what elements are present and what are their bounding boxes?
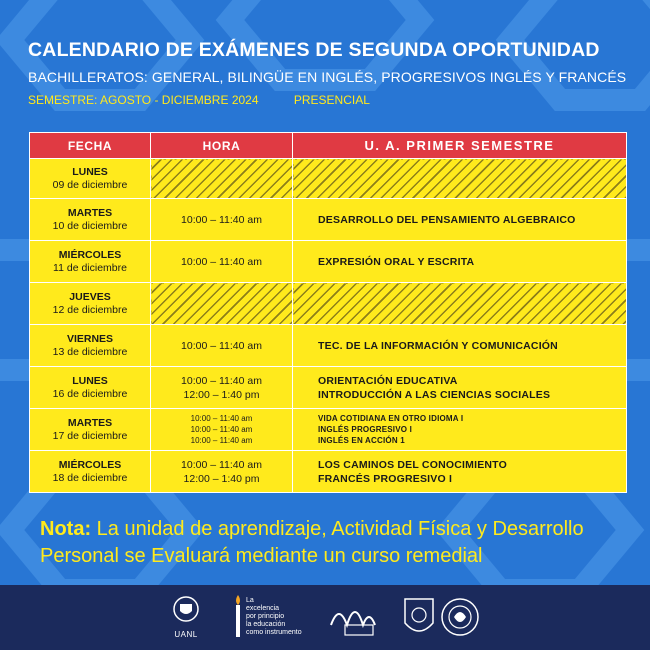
excellence-logo-text: La excelencia por principio la educación como instrumento	[246, 597, 302, 636]
day-date: 13 de diciembre	[52, 345, 128, 358]
seal-shield-icon	[403, 595, 435, 639]
round-seal-icon	[440, 595, 480, 639]
hour-slot: 12:00 – 1:40 pm	[183, 388, 260, 401]
hour-slot: 10:00 – 11:40 am	[181, 255, 262, 268]
hour-slot: 10:00 – 11:40 am	[181, 339, 262, 352]
uanl-2030-logo	[327, 595, 377, 644]
header-ua: U. A. PRIMER SEMESTRE	[293, 133, 627, 159]
hours-cell	[151, 409, 293, 451]
table-header-row	[30, 133, 627, 159]
table-row	[30, 409, 627, 451]
subject-name: FRANCÉS PROGRESIVO I	[318, 472, 453, 485]
exam-calendar-table	[29, 132, 627, 493]
day-date: 09 de diciembre	[52, 178, 128, 191]
subject-name: EXPRESIÓN ORAL Y ESCRITA	[318, 255, 475, 268]
hour-slot: 10:00 – 11:40 am	[190, 414, 253, 423]
hours-cell	[151, 241, 293, 283]
excellence-logo	[232, 595, 312, 644]
table-row	[30, 367, 627, 409]
hour-slot: 10:00 – 11:40 am	[190, 436, 253, 445]
day-date: 16 de diciembre	[52, 387, 128, 400]
day-name: MIÉRCOLES	[58, 458, 122, 471]
day-name: JUEVES	[69, 290, 111, 303]
table-row	[30, 199, 627, 241]
subject-cell	[293, 367, 627, 409]
table-row	[30, 241, 627, 283]
day-name: MARTES	[67, 416, 113, 429]
subject-cell	[293, 325, 627, 367]
subject-name: VIDA COTIDIANA EN OTRO IDIOMA I	[318, 414, 464, 423]
date-cell	[30, 159, 151, 199]
table-row	[30, 451, 627, 493]
note-label: Nota:	[40, 518, 92, 540]
semester-line	[28, 92, 628, 108]
page-subtitle: BACHILLERATOS: GENERAL, BILINGÜE EN INGLÉS, PROGRESIVOS INGLÉS Y FRANCÉS	[28, 69, 627, 85]
remedial-note	[40, 516, 640, 570]
uanl-logo	[166, 595, 206, 639]
subject-cell	[293, 241, 627, 283]
semester-label: SEMESTRE: AGOSTO - DICIEMBRE 2024	[28, 93, 259, 107]
no-exam-hatched-cell	[293, 159, 627, 199]
subject-cell	[293, 451, 627, 493]
header-hora: HORA	[151, 133, 293, 159]
table-row	[30, 283, 627, 325]
day-name: MIÉRCOLES	[58, 248, 122, 261]
note-text: La unidad de aprendizaje, Actividad Física y Desarrollo Personal se Evaluará mediante un curso remedial	[40, 518, 584, 567]
university-seal-logo	[403, 595, 435, 644]
hours-cell	[151, 325, 293, 367]
day-name: VIERNES	[66, 332, 114, 345]
hour-slot: 10:00 – 11:40 am	[181, 213, 262, 226]
table-row	[30, 325, 627, 367]
subject-name: INGLÉS EN ACCIÓN 1	[318, 436, 405, 445]
day-date: 17 de diciembre	[52, 429, 128, 442]
no-exam-hatched-cell	[151, 159, 293, 199]
uanl-logo-text: UANL	[174, 630, 198, 639]
no-exam-hatched-cell	[151, 283, 293, 325]
subject-name: TEC. DE LA INFORMACIÓN Y COMUNICACIÓN	[318, 339, 558, 352]
hour-slot: 10:00 – 11:40 am	[190, 425, 253, 434]
day-name: MARTES	[67, 206, 113, 219]
hours-cell	[151, 199, 293, 241]
date-cell	[30, 325, 151, 367]
subject-name: DESARROLLO DEL PENSAMIENTO ALGEBRAICO	[318, 213, 576, 226]
date-cell	[30, 409, 151, 451]
header-fecha: FECHA	[30, 133, 151, 159]
subject-name: INGLÉS PROGRESIVO I	[318, 425, 413, 434]
subject-name: LOS CAMINOS DEL CONOCIMIENTO	[318, 458, 507, 471]
day-name: LUNES	[72, 374, 108, 387]
subject-name: INTRODUCCIÓN A LAS CIENCIAS SOCIALES	[318, 388, 551, 401]
page-title: CALENDARIO DE EXÁMENES DE SEGUNDA OPORTUNIDAD	[28, 39, 600, 61]
date-cell	[30, 367, 151, 409]
school-seal-logo	[440, 595, 480, 644]
no-exam-hatched-cell	[293, 283, 627, 325]
subject-cell	[293, 409, 627, 451]
day-date: 11 de diciembre	[53, 261, 127, 274]
hours-cell	[151, 367, 293, 409]
day-name: LUNES	[72, 165, 108, 178]
footer-logos-bar	[0, 585, 650, 650]
hour-slot: 10:00 – 11:40 am	[181, 458, 262, 471]
uanl-2030-emblem-icon	[327, 595, 377, 639]
torch-icon	[232, 595, 244, 639]
uanl-shield-icon	[166, 595, 206, 623]
subject-name: ORIENTACIÓN EDUCATIVA	[318, 374, 458, 387]
hours-cell	[151, 451, 293, 493]
date-cell	[30, 283, 151, 325]
hour-slot: 10:00 – 11:40 am	[181, 374, 262, 387]
hour-slot: 12:00 – 1:40 pm	[183, 472, 260, 485]
modality-label: PRESENCIAL	[293, 93, 370, 107]
date-cell	[30, 199, 151, 241]
day-date: 18 de diciembre	[52, 471, 128, 484]
date-cell	[30, 451, 151, 493]
day-date: 12 de diciembre	[52, 303, 128, 316]
subject-cell	[293, 199, 627, 241]
day-date: 10 de diciembre	[52, 219, 128, 232]
header	[28, 38, 628, 108]
table-row	[30, 159, 627, 199]
date-cell	[30, 241, 151, 283]
